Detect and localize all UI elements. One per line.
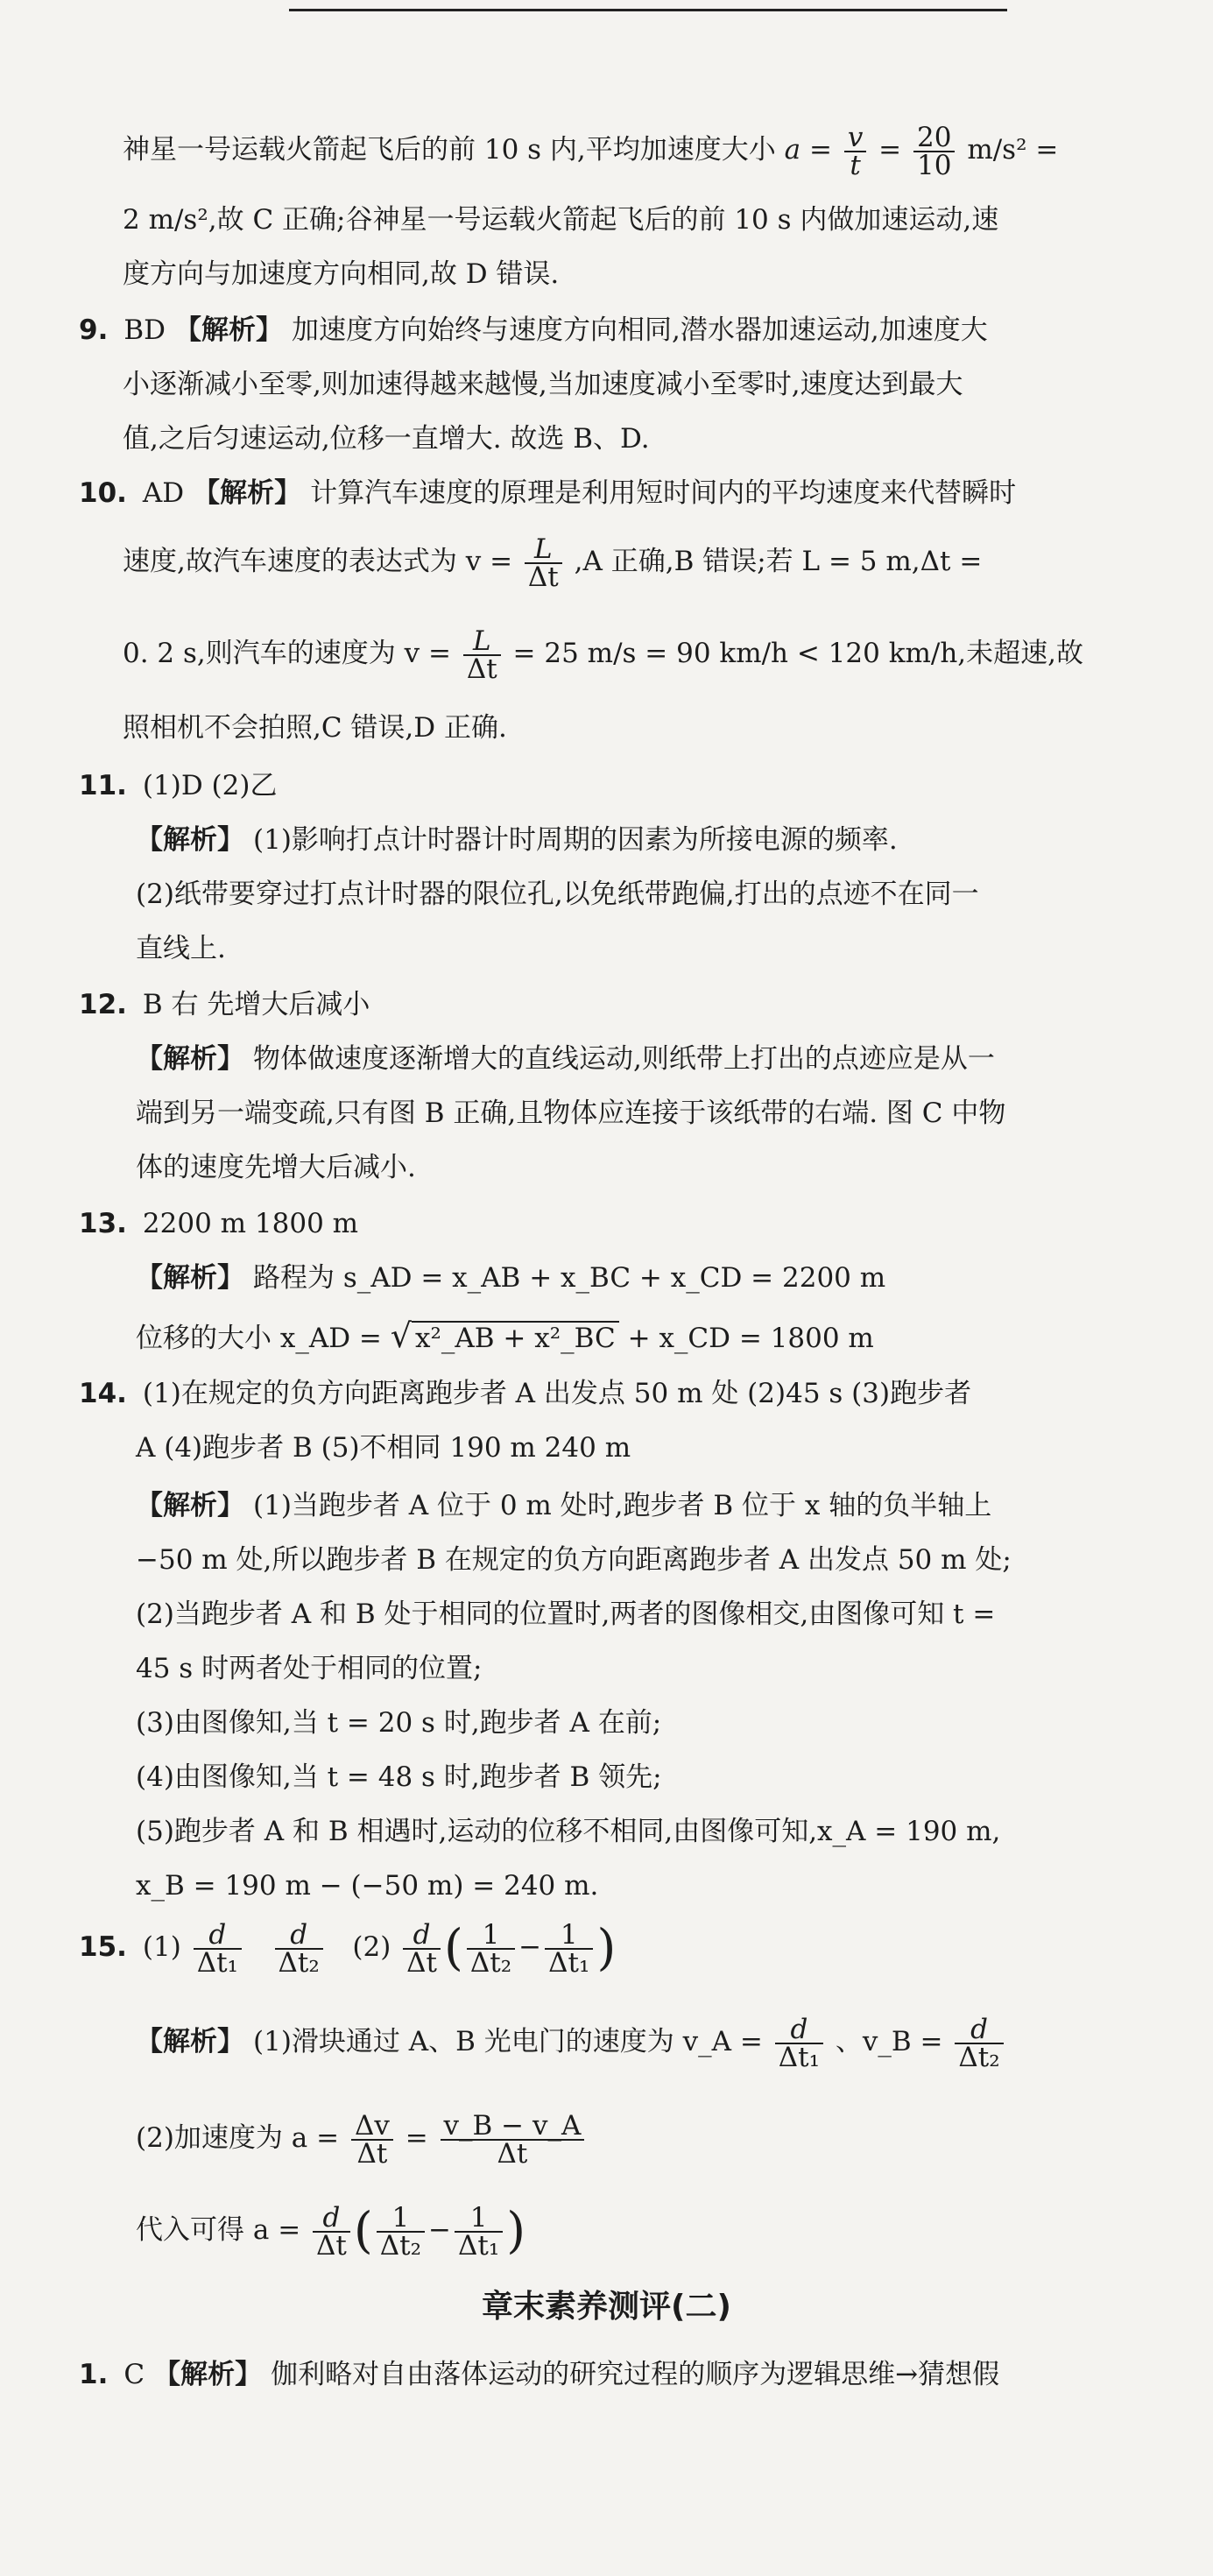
q14-line-1: 【解析】 (1)当跑步者 A 位于 0 m 处时,跑步者 B 位于 x 轴的负半轴上	[136, 1490, 992, 1521]
fraction: $\frac{d}{\text{Δt₁}}$	[775, 2016, 823, 2071]
fraction: $\frac{\Delta v}{\Delta t}$	[351, 2113, 393, 2167]
question-9: 9. BD 【解析】 加速度方向始终与速度方向相同,潜水器加速运动,加速度大	[79, 314, 988, 346]
fraction: $\frac{d}{\text{Δt₁}}$	[194, 1922, 242, 1976]
intro-line-3: 度方向与加速度方向相同,故 D 错误.	[123, 258, 560, 290]
q15-line-3: 代入可得 a = $\frac{d}{\Delta t}$ ( $\frac{1}{\text{Δt₂}}$ − $\frac{1}{\text{Δt₁}}$ )	[136, 2201, 526, 2262]
q9-line-2: 小逐渐减小至零,则加速得越来越慢,当加速度减小至零时,速度达到最大	[123, 369, 963, 400]
fraction: $\frac{L}{\Delta t}$	[463, 628, 501, 682]
q12-line-1: 【解析】 物体做速度逐渐增大的直线运动,则纸带上打出的点迹应是从一	[136, 1043, 995, 1075]
fraction: $\frac{v\_B - v\_A}{\Delta t}$	[441, 2113, 585, 2167]
fraction: $\frac{d}{\Delta t}$	[313, 2205, 350, 2259]
q11-line-2: (2)纸带要穿过打点计时器的限位孔,以免纸带跑偏,打出的点迹不在同一	[136, 879, 979, 910]
q11-line-1: 【解析】 (1)影响打点计时器计时周期的因素为所接电源的频率.	[136, 824, 898, 856]
q15-line-2: (2)加速度为 a = $\frac{\Delta v}{\Delta t}$ = $\frac{v\_B - v\_A}{\Delta t}$	[136, 2111, 1187, 2167]
fraction: $\frac{d}{\text{Δt₂}}$	[955, 2016, 1003, 2071]
q14-answer-2: A (4)跑步者 B (5)不相同 190 m 240 m	[136, 1432, 631, 1464]
question-10: 10. AD 【解析】 计算汽车速度的原理是利用短时间内的平均速度来代替瞬时	[79, 477, 1017, 509]
q9-line-3: 值,之后匀速运动,位移一直增大. 故选 B、D.	[123, 423, 650, 455]
q14-line-7: (5)跑步者 A 和 B 相遇时,运动的位移不相同,由图像可知,x_A = 190 m,	[136, 1816, 1001, 1847]
question-15: 15. (1) $\frac{d}{\text{Δt₁}}$ $\frac{d}{\text{Δt₂}}$ (2) $\frac{d}{\Delta t}$ ( $\frac{1}{\text{Δt₂}}$ − $\frac{1}{\text{Δt₁}}$ )	[79, 1918, 617, 1979]
intro-line-2: 2 m/s²,故 C 正确;谷神星一号运载火箭起飞后的前 10 s 内做加速运动,速	[123, 204, 999, 236]
fraction: $\frac{d}{\text{Δt₂}}$	[275, 1922, 323, 1976]
q13-line-1: 【解析】 路程为 s_AD = x_AB + x_BC + x_CD = 2200 m	[136, 1262, 886, 1294]
fraction: $\frac{L}{\Delta t}$	[525, 536, 562, 590]
q12-line-2: 端到另一端变疏,只有图 B 正确,且物体应连接于该纸带的右端. 图 C 中物	[136, 1097, 1006, 1129]
question-1: 1. C 【解析】 伽利略对自由落体运动的研究过程的顺序为逻辑思维→猜想假	[79, 2359, 1000, 2390]
question-13: 13. 2200 m 1800 m	[79, 1208, 359, 1239]
q14-line-4: 45 s 时两者处于相同的位置;	[136, 1653, 483, 1684]
fraction: $\frac{v}{t}$	[844, 124, 867, 179]
fraction: $\frac{1}{\text{Δt₁}}$	[455, 2205, 503, 2259]
q14-line-3: (2)当跑步者 A 和 B 处于相同的位置时,两者的图像相交,由图像可知 t =	[136, 1599, 996, 1630]
q14-line-2: −50 m 处,所以跑步者 B 在规定的负方向距离跑步者 A 出发点 50 m 处;	[136, 1544, 1012, 1576]
q14-line-6: (4)由图像知,当 t = 48 s 时,跑步者 B 领先;	[136, 1761, 662, 1793]
q13-line-2: 位移的大小 x_AD = √ x²_AB + x²_BC + x_CD = 1800 m	[136, 1316, 874, 1355]
top-rule	[289, 9, 1007, 11]
fraction: $\frac{1}{\text{Δt₂}}$	[377, 2205, 425, 2259]
q10-line-3: 0. 2 s,则汽车的速度为 v = $\frac{L}{\Delta t}$ = 25 m/s = 90 km/h < 120 km/h,未超速,故	[123, 625, 1084, 685]
q10-line-2: 速度,故汽车速度的表达式为 v = $\frac{L}{\Delta t}$ ,A 正确,B 错误;若 L = 5 m,Δt =	[123, 533, 983, 593]
q14-line-8: x_B = 190 m − (−50 m) = 240 m.	[136, 1870, 599, 1902]
q12-line-3: 体的速度先增大后减小.	[136, 1152, 416, 1183]
question-12: 12. B 右 先增大后减小	[79, 989, 370, 1020]
fraction: $\frac{1}{\text{Δt₁}}$	[545, 1922, 593, 1976]
question-11: 11. (1)D (2)乙	[79, 770, 278, 801]
chapter-title: 章末素养测评(二)	[482, 2289, 731, 2325]
fraction: $\frac{1}{\text{Δt₂}}$	[467, 1922, 515, 1976]
question-14: 14. (1)在规定的负方向距离跑步者 A 出发点 50 m 处 (2)45 s (3)跑步者	[79, 1378, 972, 1409]
q15-line-1: 【解析】 (1)滑块通过 A、B 光电门的速度为 v_A = $\frac{d}{\text{Δt₁}}$ 、v_B = $\frac{d}{\text{Δt₂}}$	[136, 2015, 1187, 2071]
q10-line-4: 照相机不会拍照,C 错误,D 正确.	[123, 712, 507, 744]
fraction: $\frac{20}{10}$	[913, 124, 955, 179]
q11-line-3: 直线上.	[136, 933, 226, 964]
q14-line-5: (3)由图像知,当 t = 20 s 时,跑步者 A 在前;	[136, 1707, 662, 1739]
intro-line-1: 神星一号运载火箭起飞后的前 10 s 内,平均加速度大小 a = $\frac{v}{t}$ = $\frac{20}{10}$ m/s² =	[123, 121, 1059, 181]
fraction: $\frac{d}{\Delta t}$	[403, 1922, 441, 1976]
